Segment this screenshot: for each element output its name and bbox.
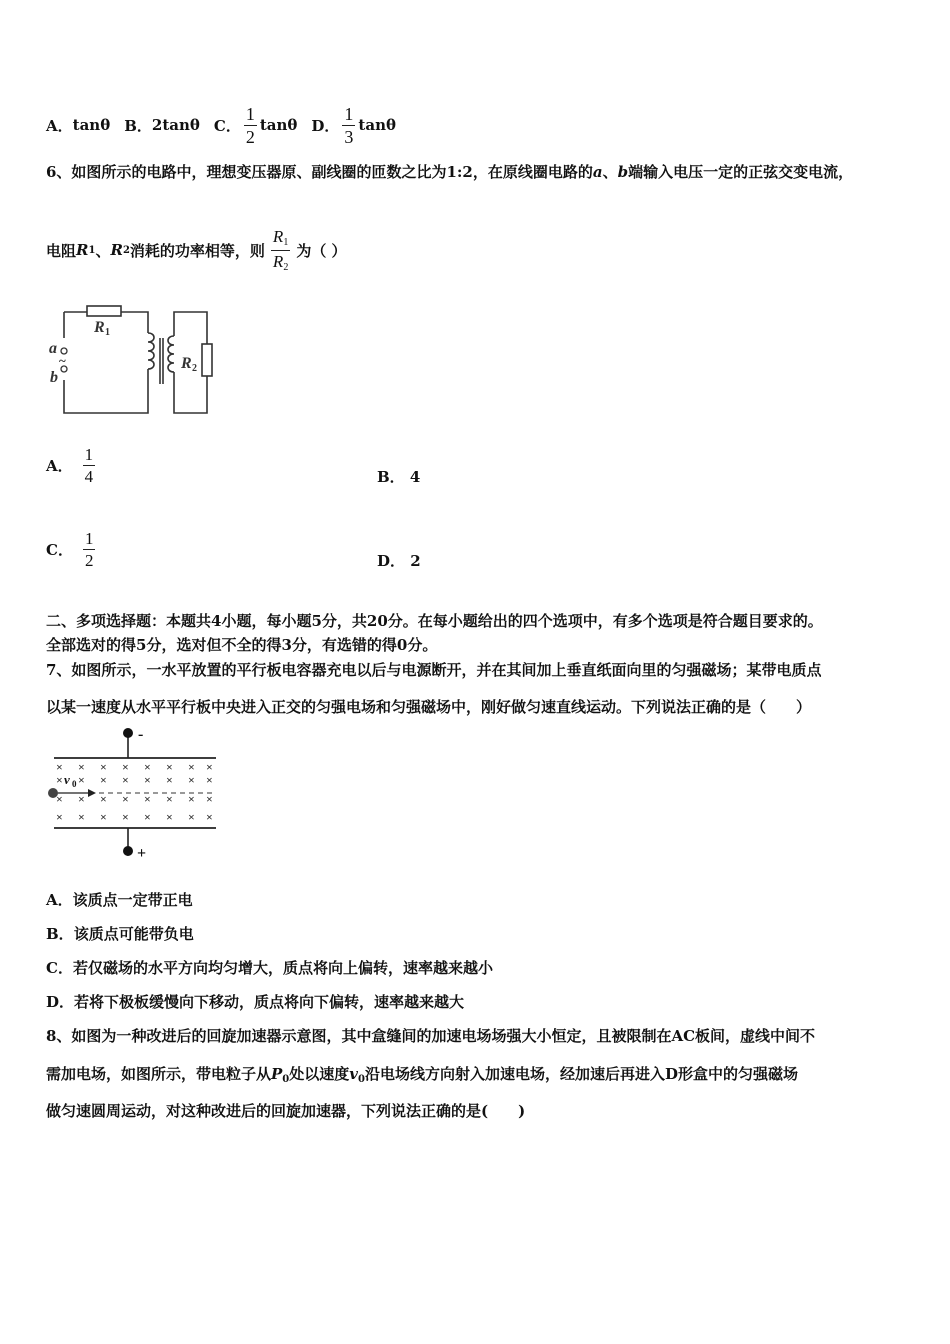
section2-line2: 全部选对的得5分，选对但不全的得3分，有选错的得0分。 [46, 636, 438, 654]
field-cross: × [206, 760, 213, 774]
q6-r2-sub: 2 [122, 244, 130, 256]
field-cross: × [144, 773, 151, 787]
field-cross: × [144, 760, 151, 774]
bottom-terminal [123, 846, 133, 856]
q6-line1-text-a: 6、如图所示的电路中，理想变压器原、副线圈的匝数之比为1:2，在原线圈电路的 [46, 163, 593, 181]
q6-var-b: b [617, 163, 629, 181]
circuit-label-r2-sub: 2 [192, 363, 197, 374]
q7-line2: 以某一速度从水平平行板中央进入正交的匀强电场和匀强磁场中，刚好做匀速直线运动。下列说法正确的是（ ） [46, 698, 812, 716]
q6-line1 [46, 161, 853, 182]
q6-option-a-label: A． [46, 456, 73, 475]
circuit-primary-wire-bottom [64, 369, 148, 413]
field-cross: × [122, 810, 129, 824]
q7-option-d [46, 991, 464, 1012]
q5-option-d-text: tanθ [358, 116, 396, 134]
q6-ratio-den-r: R [272, 251, 284, 271]
q6-line2-text-a: 电阻 [46, 241, 77, 260]
q6-ratio-num-r: R [272, 226, 284, 246]
q6-line2 [46, 222, 347, 278]
q6-option-d-text: 2 [410, 552, 421, 570]
field-cross: × [100, 773, 107, 787]
field-cross: × [122, 792, 129, 806]
q7-option-b-text: 该质点可能带负电 [73, 925, 194, 943]
q6-line2-text-c: 为（ ） [296, 241, 347, 260]
q8-p-sub: 0 [282, 1074, 290, 1085]
q8-line1: 8、如图为一种改进后的回旋加速器示意图，其中盒缝间的加速电场场强大小恒定，且被限制在AC板间，虚线中间不 [46, 1027, 816, 1045]
q5-option-a-text: tanθ [72, 116, 111, 134]
circuit-primary-wire-top-right [121, 312, 148, 333]
magnetic-field-crosses [56, 760, 213, 824]
q5-option-d-num: 1 [344, 103, 354, 124]
q6-ratio-den [273, 251, 288, 273]
q6-line2-sep: 、 [95, 241, 111, 260]
q6-line2-text-b: 消耗的功率相等，则 [129, 241, 265, 260]
field-cross: × [188, 792, 195, 806]
field-cross: × [188, 773, 195, 787]
velocity-label: v [64, 772, 70, 787]
q7-option-c-label: C． [46, 959, 73, 977]
q5-option-d-label: D． [311, 116, 340, 135]
field-cross: × [56, 773, 63, 787]
circuit-secondary-wire-top [174, 312, 207, 344]
field-cross: × [144, 792, 151, 806]
q6-option-a-fraction [83, 446, 96, 485]
q7-option-c [46, 957, 493, 978]
field-cross: × [206, 792, 213, 806]
field-cross: × [188, 760, 195, 774]
q5-option-c-num: 1 [245, 103, 255, 124]
field-cross: × [188, 810, 195, 824]
field-cross: × [122, 773, 129, 787]
q8-p-symbol: P [271, 1065, 283, 1083]
q6-option-c-fraction [83, 530, 96, 569]
q8-line2-text-a: 需加电场，如图所示，带电粒子从 [46, 1065, 272, 1083]
q7-option-b-label: B． [46, 925, 74, 943]
field-cross: × [144, 810, 151, 824]
q6-ratio-num-sub: 1 [283, 236, 289, 248]
field-cross: × [206, 810, 213, 824]
top-terminal-sign: - [138, 726, 144, 743]
bottom-terminal-sign: + [137, 845, 147, 862]
q8-v-sub: 0 [358, 1074, 365, 1085]
q8-line2-text-c: 沿电场线方向射入加速电场，经加速后再进入D形盒中的匀强磁场 [364, 1065, 798, 1083]
q6-option-d [377, 550, 421, 571]
field-cross: × [78, 792, 85, 806]
q6-option-c-label: C． [46, 540, 73, 559]
field-cross: × [166, 792, 173, 806]
field-cross: × [78, 773, 85, 787]
q7-option-a [46, 889, 193, 910]
velocity-label-sub: 0 [72, 779, 77, 789]
circuit-label-b: b [50, 369, 58, 386]
primary-coil [148, 333, 154, 369]
q7-option-d-text: 若将下极板缓慢向下移动，质点将向下偏转，速率越来越大 [74, 993, 465, 1011]
q5-options [46, 100, 396, 150]
q6-circuit-diagram [44, 298, 219, 420]
field-cross: × [166, 773, 173, 787]
circuit-label-r1-sub: 1 [105, 327, 110, 338]
field-cross: × [100, 760, 107, 774]
field-cross: × [56, 792, 63, 806]
field-cross: × [166, 760, 173, 774]
q6-sep: 、 [602, 163, 618, 181]
field-cross: × [100, 810, 107, 824]
q6-option-a [46, 440, 98, 490]
secondary-coil [168, 336, 174, 372]
q7-option-d-label: D． [46, 993, 75, 1011]
q5-option-d-fraction [342, 105, 355, 146]
q6-r2-symbol: R [110, 241, 123, 259]
q7-option-a-text: 该质点一定带正电 [72, 891, 193, 909]
field-cross: × [206, 773, 213, 787]
field-cross: × [78, 760, 85, 774]
q5-option-c-fraction [244, 105, 257, 146]
q6-option-c-den: 2 [84, 550, 94, 570]
circuit-label-r1: R [94, 319, 105, 336]
q5-option-b-label: B． [124, 116, 152, 135]
circuit-label-a: a [49, 340, 57, 357]
q7-option-a-label: A． [46, 891, 73, 909]
q5-option-c-label: C． [213, 116, 241, 135]
q8-v-symbol: v [349, 1065, 358, 1083]
q6-line1-text-b: 端输入电压一定的正弦交变电流， [628, 163, 854, 181]
q7-option-b [46, 923, 194, 944]
q6-option-b-label: B． [377, 468, 405, 486]
field-cross: × [56, 760, 63, 774]
q6-ratio-den-sub: 2 [283, 261, 289, 273]
q6-r1-sub: 1 [88, 244, 96, 256]
q5-option-a-label: A． [46, 116, 73, 135]
q8-line2 [46, 1063, 798, 1085]
q6-option-b [377, 466, 420, 487]
circuit-label-ac: ~ [59, 353, 66, 368]
q7-capacitor-diagram [44, 725, 222, 863]
q5-option-c-den: 2 [245, 126, 255, 147]
q6-ratio-num [271, 228, 290, 251]
q6-option-b-text: 4 [409, 468, 421, 486]
circuit-secondary-wire-bottom [174, 372, 207, 413]
q6-var-a: a [592, 163, 603, 181]
velocity-arrowhead [88, 789, 96, 797]
q8-line2-text-b: 处以速度 [289, 1065, 350, 1083]
q6-r1-symbol: R [76, 241, 89, 259]
q5-option-d-den: 3 [344, 126, 354, 147]
q6-option-a-den: 4 [84, 466, 94, 486]
q6-ratio-fraction [271, 228, 290, 273]
q7-option-c-text: 若仅磁场的水平方向均匀增大，质点将向上偏转，速率越来越小 [72, 959, 493, 977]
field-cross: × [78, 810, 85, 824]
field-cross: × [122, 760, 129, 774]
resistor-r1 [87, 306, 121, 316]
q5-option-b-text: 2tanθ [151, 116, 200, 134]
circuit-label-r2: R [181, 355, 192, 372]
q6-option-c-num: 1 [84, 528, 94, 548]
q6-option-a-num: 1 [84, 444, 94, 464]
q7-line1: 7、如图所示，一水平放置的平行板电容器充电以后与电源断开，并在其间加上垂直纸面向里的匀强磁场；某带电质点 [46, 661, 822, 679]
field-cross: × [166, 810, 173, 824]
resistor-r2 [202, 344, 212, 376]
q6-option-c [46, 524, 98, 574]
section2-line1: 二、多项选择题：本题共4小题，每小题5分，共20分。在每小题给出的四个选项中，有多个选项是符合题目要求的。 [46, 612, 823, 630]
q5-option-c-text: tanθ [259, 116, 298, 134]
top-terminal [123, 728, 133, 738]
field-cross: × [100, 792, 107, 806]
q6-option-d-label: D． [377, 552, 406, 570]
field-cross: × [56, 810, 63, 824]
q8-line3: 做匀速圆周运动，对这种改进后的回旋加速器，下列说法正确的是( ) [46, 1102, 526, 1120]
